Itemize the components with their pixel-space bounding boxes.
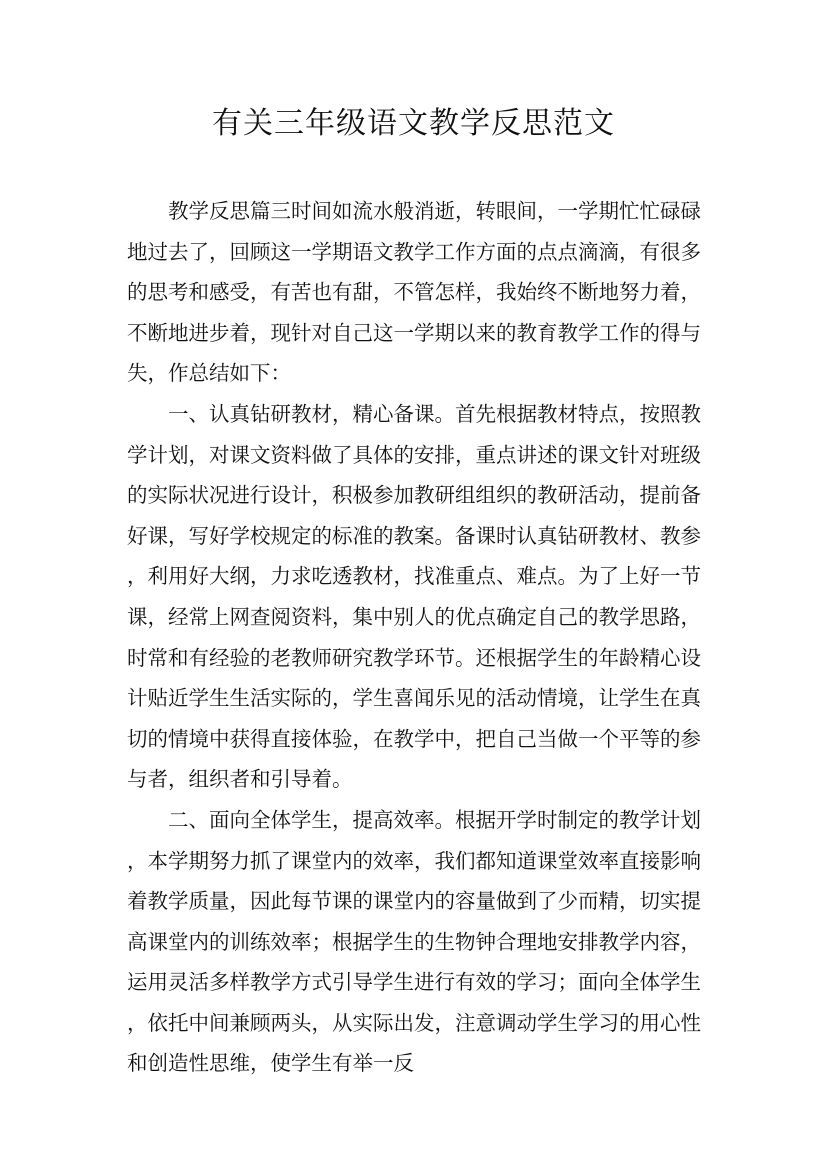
paragraph-intro: 教学反思篇三时间如流水般消逝，转眼间，一学期忙忙碌碌地过去了，回顾这一学期语文教学工作方面的点点滴滴，有很多的思考和感受，有苦也有甜，不管怎样，我始终不断地努力着，不断地进步着，现针对自己这一学期以来的教育教学工作的得与失，作总结如下： — [127, 199, 701, 386]
paragraph-section-two: 二、面向全体学生，提高效率。根据开学时制定的教学计划，本学期努力抓了课堂内的效率，我们都知道课堂效率直接影响着教学质量，因此每节课的课堂内的容量做到了少而精，切实提高课堂内的训练效率；根据学生的生物钟合理地安排教学内容，运用灵活多样教学方式引导学生进行有效的学习；面向全体学生，依托中间兼顾两头，从实际出发，注意调动学生学习的用心性和创造性思维，使学生有举一反 — [127, 807, 701, 1076]
document-body — [127, 191, 701, 1084]
document-title: 有关三年级语文教学反思范文 — [212, 106, 615, 141]
paragraph-section-one: 一、认真钻研教材，精心备课。首先根据教材特点，按照教学计划，对课文资料做了具体的安排，重点讲述的课文针对班级的实际状况进行设计，积极参加教研组组织的教研活动，提前备好课，写好学校规定的标准的教案。备课时认真钻研教材、教参，利用好大纲，力求吃透教材，找准重点、难点。为了上好一节课，经常上网查阅资料，集中别人的优点确定自己的教学思路，时常和有经验的老教师研究教学环节。还根据学生的年龄精心设计贴近学生生活实际的，学生喜闻乐见的活动情境，让学生在真切的情境中获得直接体验，在教学中，把自己当做一个平等的参与者，组织者和引导着。 — [127, 401, 701, 792]
